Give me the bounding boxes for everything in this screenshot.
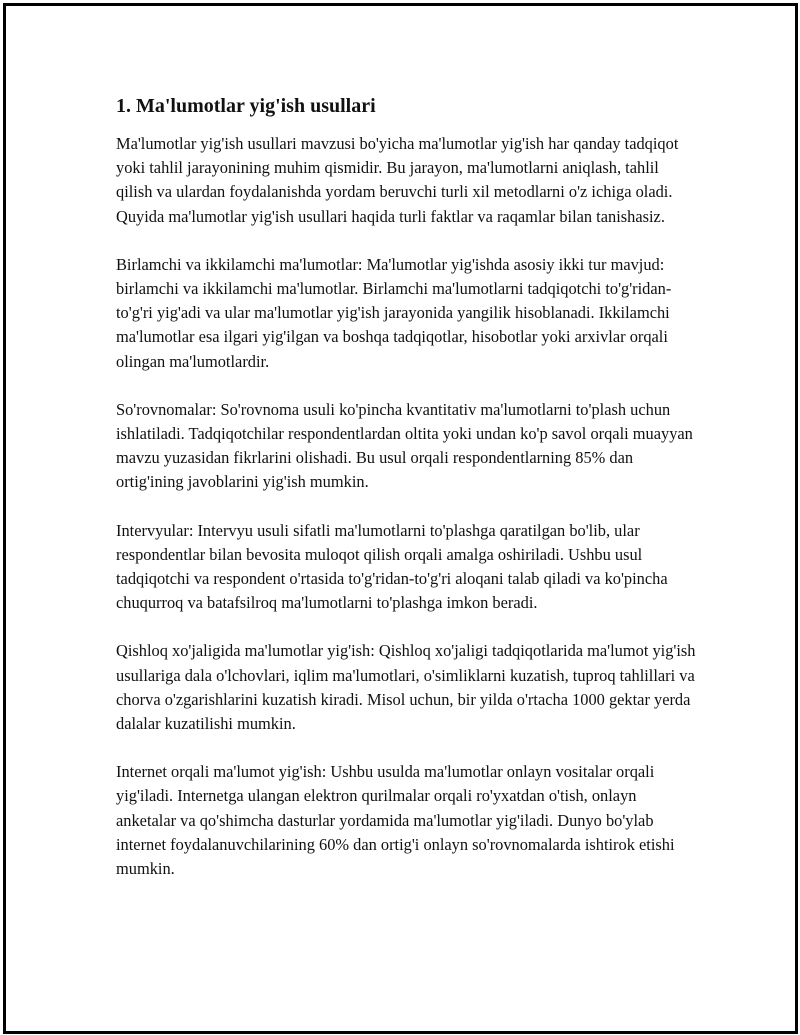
document-body: [116, 92, 696, 905]
paragraph-primary-secondary-data: Birlamchi va ikkilamchi ma'lumotlar: Ma'lumotlar yig'ishda asosiy ikki tur mavjud: birlamchi va ikkilamchi ma'lumotlar. Birlamchi ma'lumotlarni tadqiqotchi to'g'ridan-to'g'ri yig'adi va ular ma'lumotlar yig'ish jarayonida yangilik hisoblanadi. Ikkilamchi ma'lumotlar esa ilgari yig'ilgan va boshqa tadqiqotlar, hisobotlar yoki arxivlar orqali olingan ma'lumotlardir.: [116, 254, 672, 371]
paragraph-intro: Ma'lumotlar yig'ish usullari mavzusi bo'yicha ma'lumotlar yig'ish har qanday tadqiqot yoki tahlil jarayonining muhim qismidir. Bu jarayon, ma'lumotlarni aniqlash, tahlil qilish va ulardan foydalanishda yordam beruvchi turli xil metodlarni o'z ichiga oladi. Quyida ma'lumotlar yig'ish usullari haqida turli faktlar va raqamlar bilan tanishasiz.: [116, 134, 679, 226]
paragraph-agriculture: Qishloq xo'jaligida ma'lumotlar yig'ish: Qishloq xo'jaligi tadqiqotlarida ma'lumot yig'ish usullariga dala o'lchovlari, iqlim ma'lumotlari, o'simliklarni kuzatish, tuproq tahlillari va chorva o'zgarishlarini kuzatish kiradi. Misol uchun, bir yilda o'rtacha 1000 gektar yerda dalalar kuzatilishi mumkin.: [116, 641, 696, 734]
paragraph-interviews: Intervyular: Intervyu usuli sifatli ma'lumotlarni to'plashga qaratilgan bo'lib, ular respondentlar bilan bevosita muloqot qilish orqali amalga oshiriladi. Ushbu usul tadqiqotchi va respondent o'rtasida to'g'ridan-to'g'ri aloqani talab qiladi va ko'pincha chuqurroq va batafsilroq ma'lumotlarni to'plashga imkon beradi.: [116, 520, 668, 613]
section-heading: 1. Ma'lumotlar yig'ish usullari: [116, 95, 376, 117]
paragraph-surveys: So'rovnomalar: So'rovnoma usuli ko'pincha kvantitativ ma'lumotlarni to'plash uchun ishlatiladi. Tadqiqotchilar respondentlardan oltita yoki undan ko'p savol orqali muayyan mavzu yuzasidan fikrlarini olishadi. Bu usul orqali respondentlarning 85% dan ortig'ining javoblarini yig'ish mumkin.: [116, 399, 693, 492]
paragraph-internet: Internet orqali ma'lumot yig'ish: Ushbu usulda ma'lumotlar onlayn vositalar orqali yig'iladi. Internetga ulangan elektron qurilmalar orqali ro'yxatdan o'tish, onlayn anketalar va qo'shimcha dasturlar yordamida ma'lumotlar yig'iladi. Dunyo bo'ylab internet foydalanuvchilarining 60% dan ortig'i onlayn so'rovnomalarda ishtirok etishi mumkin.: [116, 762, 675, 879]
